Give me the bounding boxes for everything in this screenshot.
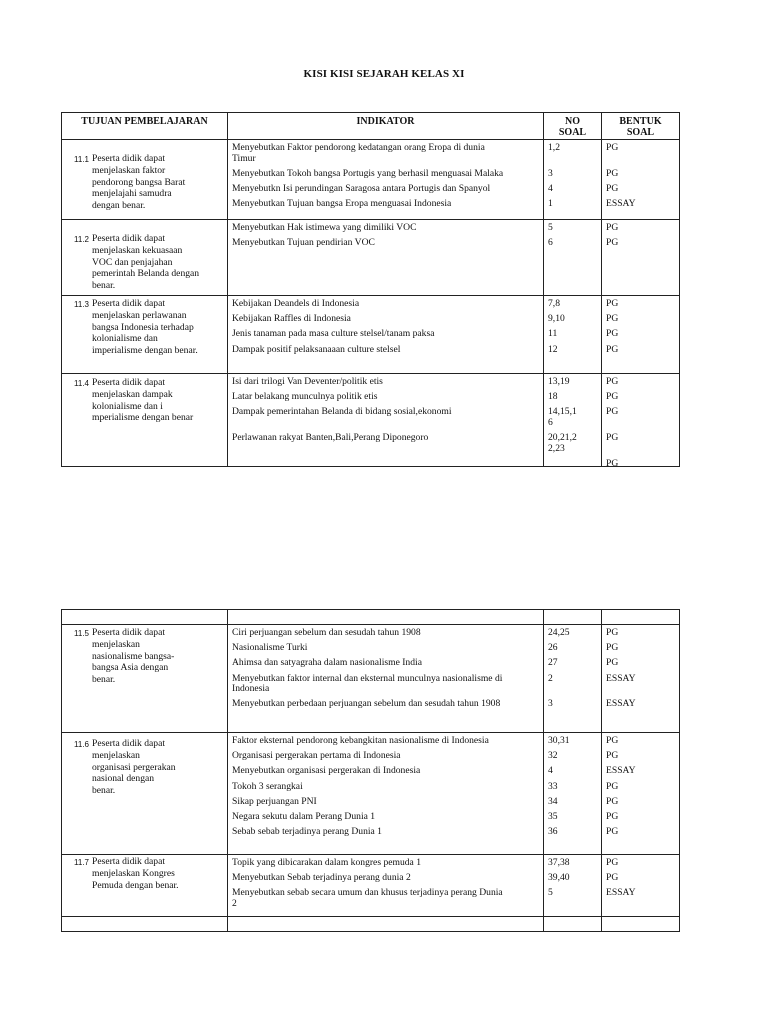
no-soal-value: 20,21,2: [548, 432, 577, 444]
indikator-text: Menyebutkan Tujuan pendirian VOC: [232, 237, 375, 249]
bentuk-soal-cell: [602, 733, 680, 855]
no-soal-value: 32: [548, 750, 558, 762]
indikator-text: Isi dari trilogi Van Deventer/politik etis: [232, 376, 383, 387]
header-no-soal: NO SOAL: [544, 113, 602, 140]
tujuan-line: imperialisme dengan benar.: [92, 345, 198, 357]
tujuan-line: mperialisme dengan benar: [92, 412, 194, 424]
bentuk-soal-value: PG: [606, 328, 619, 340]
bentuk-soal-value: PG: [606, 167, 619, 179]
tujuan-number: 11.4: [74, 379, 89, 388]
table-row: [62, 625, 680, 733]
indikator-text: Dampak positif pelaksanaaan culture stelsel: [232, 343, 401, 355]
tujuan-line: Peserta didik dapat: [92, 153, 165, 164]
cell-content: [62, 625, 227, 732]
bentuk-soal-value: PG: [606, 457, 619, 469]
indikator-text: Menyebutkan perbedaan perjuangan sebelum dan sesudah tahun 1908: [232, 698, 501, 710]
indikator-text: Menyebutkan Sebab terjadinya perang dunia 2: [232, 872, 411, 884]
bentuk-soal-cell: [602, 220, 680, 296]
indikator-text: Negara sekutu dalam Perang Dunia 1: [232, 811, 376, 822]
tujuan-line: Peserta didik dapat: [92, 233, 165, 244]
tujuan-cell: [62, 855, 228, 917]
tujuan-line: Peserta didik dapat: [92, 298, 165, 309]
bentuk-soal-value: PG: [606, 222, 619, 233]
indikator-text: Menyebutkan Tujuan bangsa Eropa menguasai Indonesia: [232, 198, 452, 210]
document-title: KISI KISI SEJARAH KELAS XI: [303, 68, 465, 80]
no-soal-cell: [544, 220, 602, 296]
indikator-cell: [228, 296, 544, 374]
bentuk-soal-value: PG: [606, 432, 619, 444]
tujuan-line: Peserta didik dapat: [92, 856, 165, 867]
bentuk-soal-value: PG: [606, 826, 619, 838]
tujuan-line: benar.: [92, 785, 116, 797]
no-soal-value: 1,2: [548, 142, 560, 153]
cell-content: [544, 220, 601, 295]
no-soal-value: 26: [548, 642, 558, 654]
indikator-text: Latar belakang munculnya politik etis: [232, 391, 378, 403]
indikator-text: 2: [232, 897, 237, 909]
cell-content: [602, 733, 679, 854]
tujuan-line: pemerintah Belanda dengan: [92, 268, 200, 280]
table-row: [62, 733, 680, 855]
tujuan-cell: [62, 220, 228, 296]
table-row: [62, 374, 680, 467]
indikator-text: Menyebutkan sebab secara umum dan khusus terjadinya perang Dunia: [232, 887, 503, 899]
indikator-cell: [228, 220, 544, 296]
tujuan-cell: [62, 296, 228, 374]
no-soal-value: 5: [548, 887, 553, 899]
indikator-text: Faktor eksternal pendorong kebangkitan nasionalisme di Indonesia: [232, 735, 489, 746]
table-row: [62, 220, 680, 296]
no-soal-value: 7,8: [548, 298, 560, 309]
cell-content: [62, 140, 227, 219]
cell-content: [602, 625, 679, 732]
indikator-cell: [228, 855, 544, 917]
tujuan-line: menjelaskan dampak: [92, 388, 173, 400]
cell-content: [62, 733, 227, 854]
indikator-text: Menyebutkan Faktor pendorong kedatangan orang Eropa di dunia: [232, 142, 485, 153]
no-soal-value: 33: [548, 780, 558, 792]
indikator-text: Nasionalisme Turki: [232, 642, 308, 654]
no-soal-value: 36: [548, 826, 558, 838]
tujuan-line: Peserta didik dapat: [92, 738, 165, 749]
bentuk-soal-cell: [602, 140, 680, 220]
bentuk-soal-value: PG: [606, 657, 619, 669]
header-bentuk-soal: BENTUK SOAL: [602, 113, 680, 140]
no-soal-value: 4: [548, 765, 553, 777]
no-soal-value: 27: [548, 657, 558, 669]
bentuk-soal-cell: [602, 374, 680, 467]
tujuan-line: benar.: [92, 280, 116, 292]
bentuk-soal-value: PG: [606, 872, 619, 884]
bentuk-soal-cell: [602, 855, 680, 917]
tujuan-line: bangsa Indonesia terhadap: [92, 321, 194, 333]
table-row: [62, 855, 680, 917]
no-soal-value: 9,10: [548, 313, 565, 325]
cell-content: [62, 220, 227, 295]
bentuk-soal-value: ESSAY: [606, 198, 636, 210]
bentuk-soal-value: PG: [606, 343, 619, 355]
bentuk-soal-value: PG: [606, 391, 619, 403]
cell-content: [228, 855, 543, 916]
kisi-table-1: [61, 112, 680, 467]
bentuk-soal-cell: [602, 296, 680, 374]
tujuan-line: menjelaskan faktor: [92, 164, 166, 176]
indikator-text: Indonesia: [232, 683, 270, 695]
tujuan-line: menjelaskan: [92, 749, 140, 761]
tujuan-line: Pemuda dengan benar.: [92, 879, 179, 891]
bentuk-soal-cell: [602, 625, 680, 733]
no-soal-value: 2: [548, 672, 553, 684]
indikator-text: Kebijakan Raffles di Indonesia: [232, 313, 351, 325]
header-indikator: INDIKATOR: [228, 113, 544, 140]
no-soal-value: 4: [548, 182, 553, 194]
indikator-text: Menyebutkan Tokoh bangsa Portugis yang berhasil menguasai Malaka: [232, 167, 504, 179]
cell-content: [544, 296, 601, 373]
bentuk-soal-value: PG: [606, 627, 619, 638]
indikator-text: Jenis tanaman pada masa culture stelsel/tanam paksa: [232, 328, 435, 340]
kisi-table-2: [61, 609, 680, 932]
bentuk-soal-value: PG: [606, 642, 619, 654]
cell-content: [228, 733, 543, 854]
tujuan-cell: [62, 733, 228, 855]
tujuan-line: menjelaskan Kongres: [92, 867, 175, 879]
indikator-text: Organisasi pergerakan pertama di Indonesia: [232, 750, 401, 762]
tujuan-line: menjelaskan kekuasaan: [92, 244, 183, 256]
indikator-text: Ciri perjuangan sebelum dan sesudah tahun 1908: [232, 627, 421, 638]
cell-content: [228, 374, 543, 466]
cell-content: [544, 855, 601, 916]
no-soal-value: 14,15,1: [548, 406, 577, 418]
no-soal-value: 3: [548, 167, 553, 179]
no-soal-value: 39,40: [548, 872, 570, 884]
tujuan-line: kolonialisme dan i: [92, 400, 163, 412]
indikator-cell: [228, 140, 544, 220]
indikator-text: Menyebutkan organisasi pergerakan di Indonesia: [232, 765, 421, 777]
no-soal-value: 35: [548, 811, 558, 822]
indikator-text: Timur: [232, 152, 256, 164]
bentuk-soal-value: ESSAY: [606, 765, 636, 777]
bentuk-soal-value: ESSAY: [606, 698, 636, 710]
cell-content: [544, 733, 601, 854]
no-soal-value: 30,31: [548, 735, 570, 746]
tujuan-line: nasional dengan: [92, 773, 155, 785]
tujuan-number: 11.1: [74, 155, 89, 164]
bentuk-soal-value: PG: [606, 313, 619, 325]
no-soal-value: 6: [548, 237, 553, 249]
indikator-text: Sikap perjuangan PNI: [232, 795, 317, 807]
table-row: [62, 140, 680, 220]
no-soal-value: 18: [548, 391, 558, 403]
cell-content: [228, 625, 543, 732]
table-row: [62, 296, 680, 374]
bentuk-soal-value: PG: [606, 298, 619, 309]
tujuan-line: menjelaskan perlawanan: [92, 309, 187, 321]
indikator-text: Perlawanan rakyat Banten,Bali,Perang Diponegoro: [232, 432, 429, 444]
bentuk-soal-value: ESSAY: [606, 887, 636, 899]
cell-content: [228, 296, 543, 373]
indikator-text: Dampak pemerintahan Belanda di bidang sosial,ekonomi: [232, 406, 452, 418]
cell-content: [602, 855, 679, 916]
cell-content: [228, 220, 543, 295]
indikator-text: Kebijakan Deandels di Indonesia: [232, 298, 360, 309]
tujuan-line: menjelajahi samudra: [92, 188, 172, 200]
tujuan-line: Peserta didik dapat: [92, 377, 165, 388]
cell-content: [544, 140, 601, 219]
indikator-cell: [228, 374, 544, 467]
tujuan-line: VOC dan penjajahan: [92, 256, 173, 268]
tujuan-line: Peserta didik dapat: [92, 627, 165, 638]
tujuan-number: 11.3: [74, 300, 89, 309]
bentuk-soal-value: PG: [606, 811, 619, 822]
tujuan-number: 11.6: [74, 740, 89, 749]
no-soal-value: 6: [548, 416, 553, 428]
cell-content: [544, 625, 601, 732]
tujuan-number: 11.7: [74, 858, 89, 867]
tujuan-line: kolonialisme dan: [92, 333, 158, 345]
cell-content: [228, 140, 543, 219]
tujuan-number: 11.2: [74, 235, 89, 244]
bentuk-soal-value: PG: [606, 182, 619, 194]
tujuan-line: dengan benar.: [92, 200, 146, 212]
no-soal-value: 12: [548, 343, 558, 355]
tujuan-cell: [62, 625, 228, 733]
cell-content: [602, 140, 679, 219]
bentuk-soal-value: PG: [606, 735, 619, 746]
table-blank-row: [62, 610, 680, 625]
tujuan-line: menjelaskan: [92, 638, 140, 650]
tujuan-line: nasionalisme bangsa-: [92, 650, 175, 662]
indikator-text: Topik yang dibicarakan dalam kongres pemuda 1: [232, 857, 422, 868]
tujuan-line: organisasi pergerakan: [92, 761, 176, 773]
bentuk-soal-value: PG: [606, 406, 619, 418]
indikator-cell: [228, 733, 544, 855]
bentuk-soal-value: PG: [606, 795, 619, 807]
no-soal-cell: [544, 733, 602, 855]
tujuan-line: benar.: [92, 674, 116, 686]
no-soal-value: 11: [548, 328, 558, 340]
no-soal-cell: [544, 140, 602, 220]
no-soal-value: 2,23: [548, 442, 565, 454]
indikator-text: Menyebutkan Hak istimewa yang dimiliki VOC: [232, 222, 417, 233]
bentuk-soal-value: PG: [606, 142, 619, 153]
tujuan-number: 11.5: [74, 629, 89, 638]
tujuan-cell: [62, 140, 228, 220]
no-soal-cell: [544, 625, 602, 733]
cell-content: [62, 855, 227, 916]
indikator-text: Sebab sebab terjadinya perang Dunia 1: [232, 826, 382, 838]
indikator-text: Ahimsa dan satyagraha dalam nasionalisme India: [232, 657, 422, 669]
cell-content: [602, 220, 679, 295]
no-soal-value: 24,25: [548, 627, 570, 638]
no-soal-value: 37,38: [548, 857, 570, 868]
bentuk-soal-value: PG: [606, 857, 619, 868]
cell-content: [602, 296, 679, 373]
bentuk-soal-value: PG: [606, 750, 619, 762]
tujuan-line: bangsa Asia dengan: [92, 662, 169, 674]
no-soal-value: 3: [548, 698, 553, 710]
tujuan-line: pendorong bangsa Barat: [92, 176, 186, 188]
bentuk-soal-value: PG: [606, 780, 619, 792]
table-header-row: [62, 113, 680, 140]
no-soal-cell: [544, 855, 602, 917]
bentuk-soal-value: PG: [606, 237, 619, 249]
header-tujuan: TUJUAN PEMBELAJARAN: [62, 113, 228, 140]
no-soal-cell: [544, 296, 602, 374]
bentuk-soal-value: ESSAY: [606, 672, 636, 684]
cell-content: [62, 374, 227, 466]
no-soal-value: 5: [548, 222, 553, 233]
indikator-text: Menyebutkan faktor internal dan eksternal munculnya nasionalisme di: [232, 672, 503, 684]
no-soal-value: 34: [548, 795, 558, 807]
indikator-cell: [228, 625, 544, 733]
no-soal-cell: [544, 374, 602, 467]
no-soal-value: 13,19: [548, 376, 570, 387]
no-soal-value: 1: [548, 198, 553, 210]
tujuan-cell: [62, 374, 228, 467]
indikator-text: Tokoh 3 serangkai: [232, 780, 303, 792]
bentuk-soal-value: PG: [606, 376, 619, 387]
cell-content: [544, 374, 601, 466]
cell-content: [62, 296, 227, 373]
cell-content: [602, 374, 679, 469]
indikator-text: Menyebutkn Isi perundingan Saragosa antara Portugis dan Spanyol: [232, 182, 491, 194]
table-blank-row: [62, 917, 680, 932]
